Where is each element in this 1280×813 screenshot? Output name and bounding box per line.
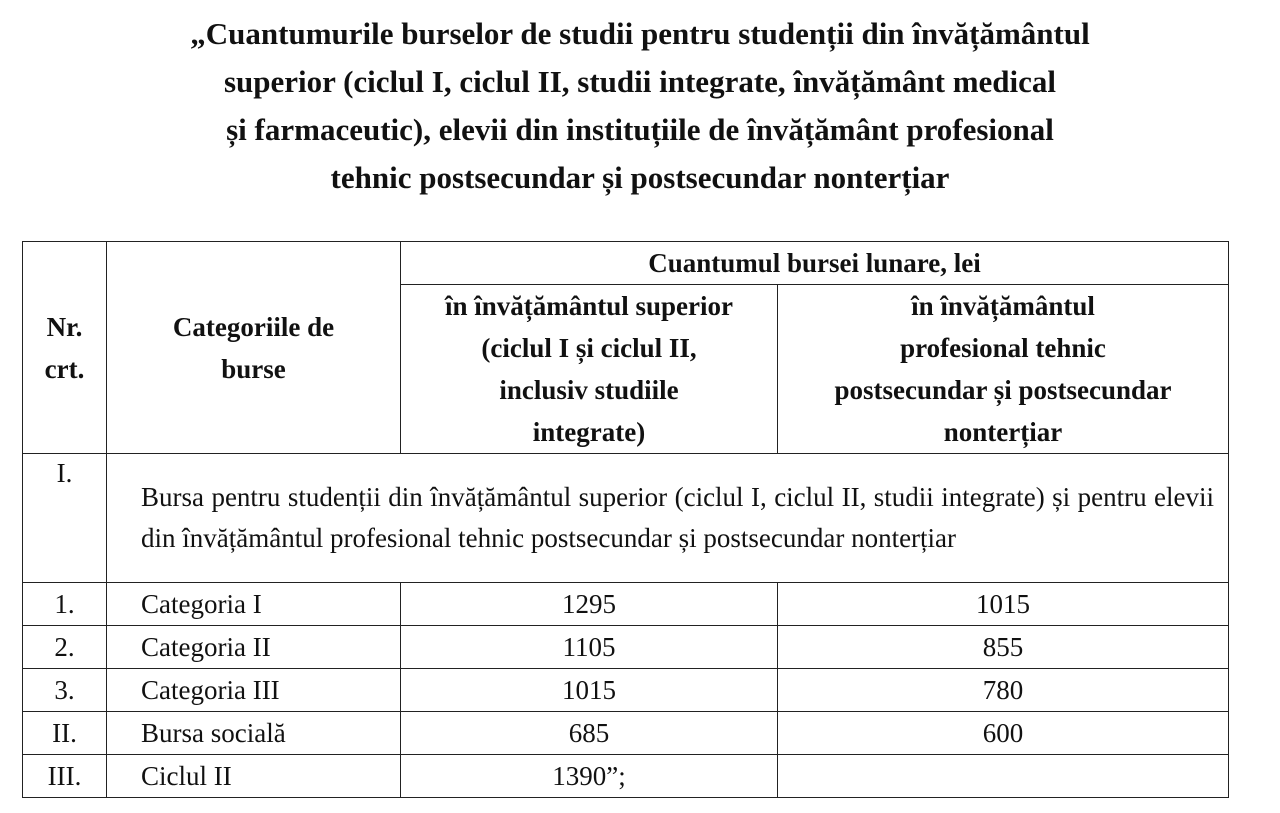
row-superior-value: 1105: [401, 626, 778, 669]
row-category: Ciclul II: [107, 755, 401, 798]
header-nr: [23, 242, 107, 454]
header-superior-line: în învățământul superior: [444, 291, 734, 321]
title-line: tehnic postsecundar și postsecundar nonterțiar: [330, 160, 950, 195]
header-superior-line: (ciclul I și ciclul II,: [481, 333, 697, 363]
table-row: [23, 583, 1229, 626]
header-profesional: [778, 285, 1229, 454]
header-nr-line: crt.: [44, 353, 85, 384]
header-categories-line: Categoriile de: [172, 311, 335, 342]
row-superior-value: 685: [401, 712, 778, 755]
header-superior-line: inclusiv studiile: [499, 375, 679, 405]
table-row: [23, 755, 1229, 798]
header-nr-line: Nr.: [46, 311, 83, 342]
row-profesional-value: 600: [778, 712, 1229, 755]
document-title: [40, 10, 1240, 202]
header-superior-line: integrate): [532, 417, 646, 447]
table-row: [23, 712, 1229, 755]
section-row: [23, 454, 1229, 583]
row-profesional-value: 1015: [778, 583, 1229, 626]
row-nr: II.: [23, 712, 107, 755]
table-row: [23, 626, 1229, 669]
header-profesional-line: nonterțiar: [943, 417, 1063, 447]
section-nr: I.: [23, 454, 107, 583]
header-profesional-line: postsecundar și postsecundar: [834, 375, 1172, 405]
row-category: Categoria II: [107, 626, 401, 669]
row-nr: 3.: [23, 669, 107, 712]
row-nr: III.: [23, 755, 107, 798]
header-categories-line: burse: [221, 353, 286, 384]
header-profesional-line: în învățământul: [911, 291, 1095, 321]
table-row: [23, 669, 1229, 712]
header-row: [23, 242, 1229, 285]
row-superior-value: 1015: [401, 669, 778, 712]
row-profesional-value: 780: [778, 669, 1229, 712]
section-description: Bursa pentru studenții din învățământul superior (ciclul I, ciclul II, studii integrate) și pentru elevii din învățământul profesional tehnic postsecundar și postsecundar nonterțiar: [107, 454, 1229, 583]
header-categories: [107, 242, 401, 454]
title-line: „Cuantumurile burselor de studii pentru studenții din învățământul: [190, 16, 1090, 51]
header-amount-group: Cuantumul bursei lunare, lei: [401, 242, 1229, 285]
row-category: Bursa socială: [107, 712, 401, 755]
row-nr: 2.: [23, 626, 107, 669]
title-line: superior (ciclul I, ciclul II, studii integrate, învățământ medical: [223, 64, 1057, 99]
row-profesional-value: 855: [778, 626, 1229, 669]
row-nr: 1.: [23, 583, 107, 626]
header-profesional-line: profesional tehnic: [900, 333, 1106, 363]
row-superior-value: 1295: [401, 583, 778, 626]
row-category: Categoria I: [107, 583, 401, 626]
row-category: Categoria III: [107, 669, 401, 712]
title-line: și farmaceutic), elevii din instituțiile de învățământ profesional: [226, 112, 1054, 147]
scholarship-table: [22, 241, 1229, 798]
header-superior: [401, 285, 778, 454]
row-superior-value: 1390”;: [401, 755, 778, 798]
row-profesional-value: [778, 755, 1229, 798]
